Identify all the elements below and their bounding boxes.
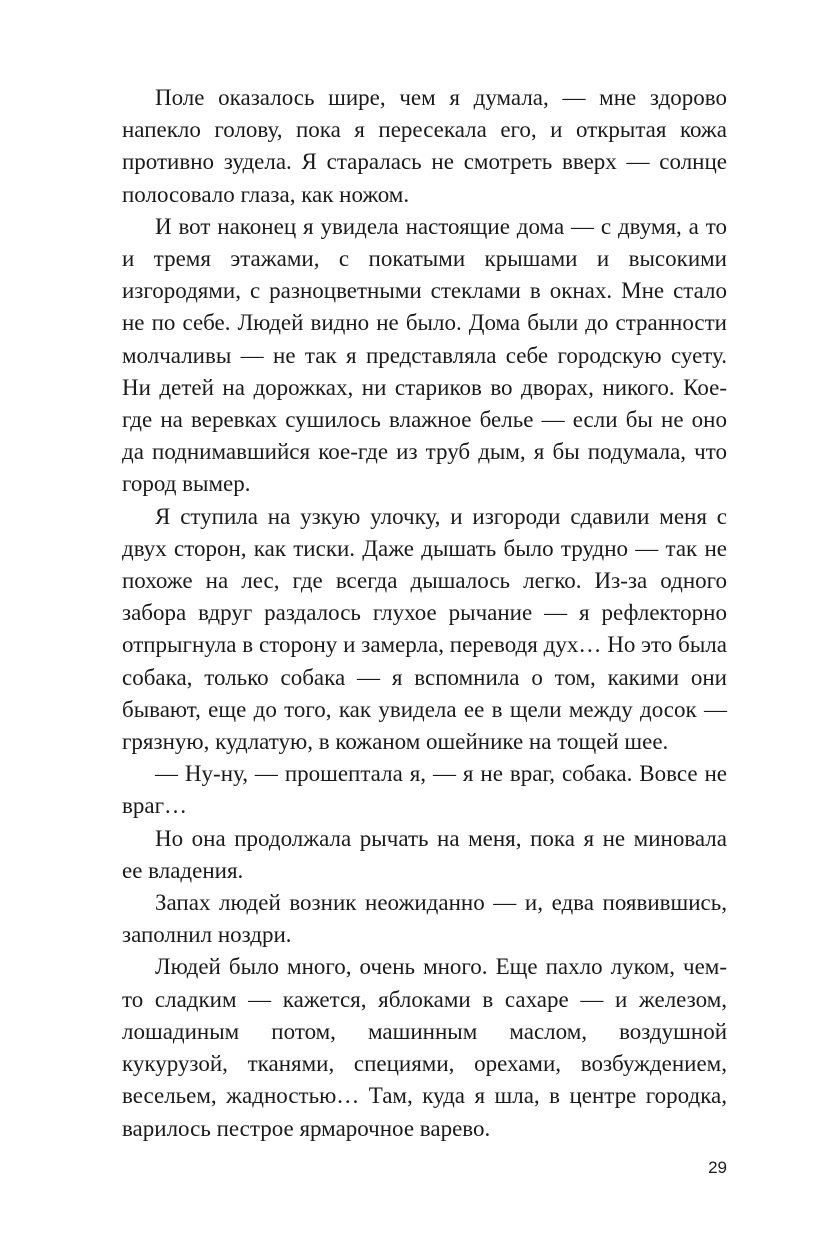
paragraph-5: Но она продолжала рычать на меня, пока я не миновала ее владения. (122, 825, 727, 883)
paragraph-6: Запах людей возник неожиданно — и, едва появившись, заполнил ноздри. (122, 890, 727, 948)
paragraph-4: — Ну-ну, — прошептала я, — я не враг, собака. Вовсе не враг… (122, 761, 727, 819)
paragraph-2: И вот наконец я увидела настоящие дома — с двумя, а то и тремя этажами, с покатыми крышами и высокими изгородями, с разноцветными стеклами в окнах. Мне стало не по себе. Людей видно не было. Дома были до странности молчаливы — не так я представляла себе городскую суету. Ни детей на дорожках, ни стариков во дворах, никого. Кое-где на веревках сушилось влажное белье — если бы не оно да поднимавшийся кое-где из труб дым, я бы подумала, что город вымер. (122, 213, 727, 497)
paragraph-1: Поле оказалось шире, чем я думала, — мне здорово напекло голову, пока я пересекала его, и открытая кожа противно зудела. Я старалась не смотреть вверх — солнце полосовало глаза, как ножом. (122, 85, 727, 207)
page-number: 29 (708, 1158, 727, 1177)
body-text (122, 82, 727, 1145)
paragraph-3: Я ступила на узкую улочку, и изгороди сдавили меня с двух сторон, как тиски. Даже дышать было трудно — так не похоже на лес, где всегда дышалось легко. Из-за одного забора вдруг раздалось глухое рычание — я рефлекторно отпрыгнула в сторону и замерла, переводя дух… Но это была собака, только собака — я вспомнила о том, какими они бывают, еще до того, как увидела ее в щели между досок — грязную, кудлатую, в кожаном ошейнике на тощей шее. (122, 503, 727, 755)
paragraph-7: Людей было много, очень много. Еще пахло луком, чем-то сладким — кажется, яблоками в сахаре — и железом, лошадиным потом, машинным маслом, воздушной кукурузой, тканями, специями, орехами, возбуждением, весельем, жадностью… Там, куда я шла, в центре городка, варилось пестрое ярмарочное варево. (122, 954, 727, 1141)
